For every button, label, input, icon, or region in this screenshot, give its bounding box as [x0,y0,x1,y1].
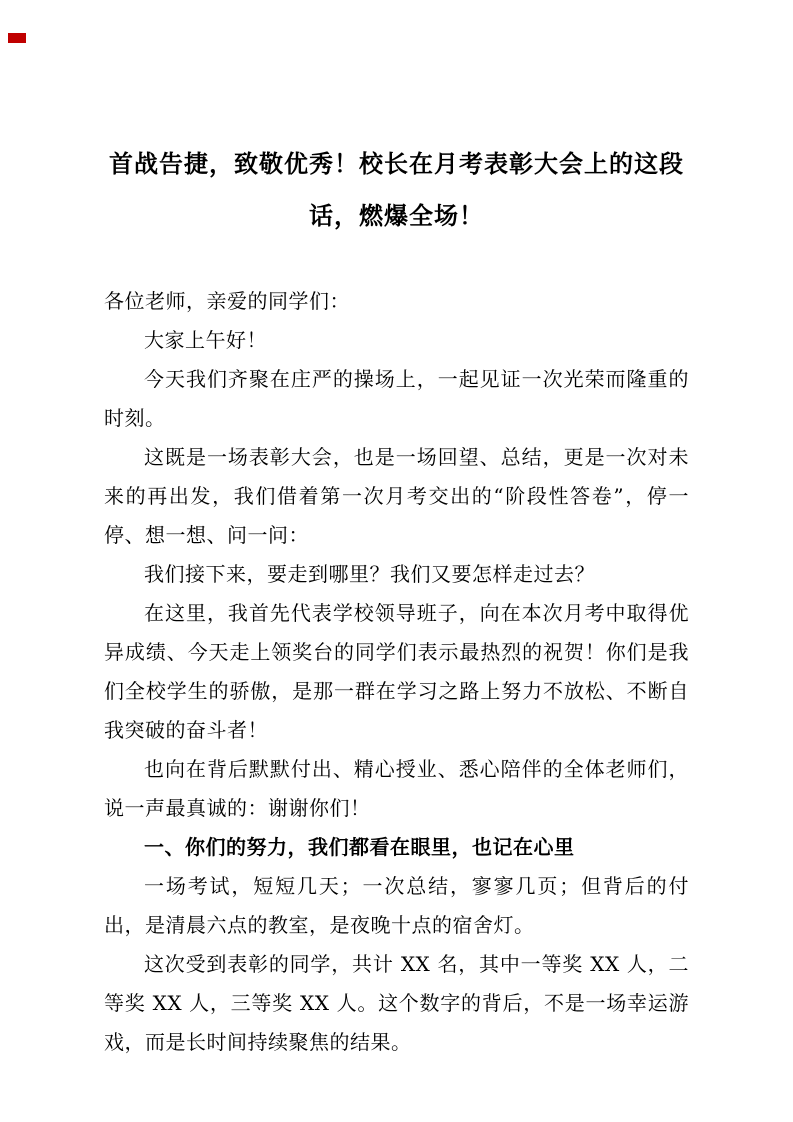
paragraph: 我们接下来，要走到哪里？我们又要怎样走过去？ [144,562,595,586]
paragraph-greeting: 大家上午好！ [144,328,267,352]
paragraph-salutation: 各位老师，亲爱的同学们： [104,289,350,313]
paragraph: 也向在背后默默付出、精心授业、悉心陪伴的全体老师们，说一声最真诚的：谢谢你们！ [104,757,689,820]
paragraph: 今天我们齐聚在庄严的操场上，一起见证一次光荣而隆重的时刻。 [104,367,689,430]
paragraph: 这既是一场表彰大会，也是一场回望、总结，更是一次对未来的再出发，我们借着第一次月考交出的“阶段性答卷”，停一停、想一想、问一问： [104,445,689,547]
paragraph: 这次受到表彰的同学，共计 XX 名，其中一等奖 XX 人，二等奖 XX 人，三等奖 XX 人。这个数字的背后，不是一场幸运游戏，而是长时间持续聚焦的结果。 [104,952,689,1054]
page-corner-marker [8,33,26,43]
document-body [104,282,689,1062]
paragraph: 一场考试，短短几天；一次总结，寥寥几页；但背后的付出，是清晨六点的教室，是夜晚十点的宿舍灯。 [104,874,689,937]
section-heading: 一、你们的努力，我们都看在眼里，也记在心里 [144,835,575,859]
document-title: 首战告捷，致敬优秀！校长在月考表彰大会上的这段话，燃爆全场！ [109,149,684,230]
paragraph: 在这里，我首先代表学校领导班子，向在本次月考中取得优异成绩、今天走上领奖台的同学们表示最热烈的祝贺！你们是我们全校学生的骄傲，是那一群在学习之路上努力不放松、不断自我突破的奋斗者！ [104,601,689,742]
